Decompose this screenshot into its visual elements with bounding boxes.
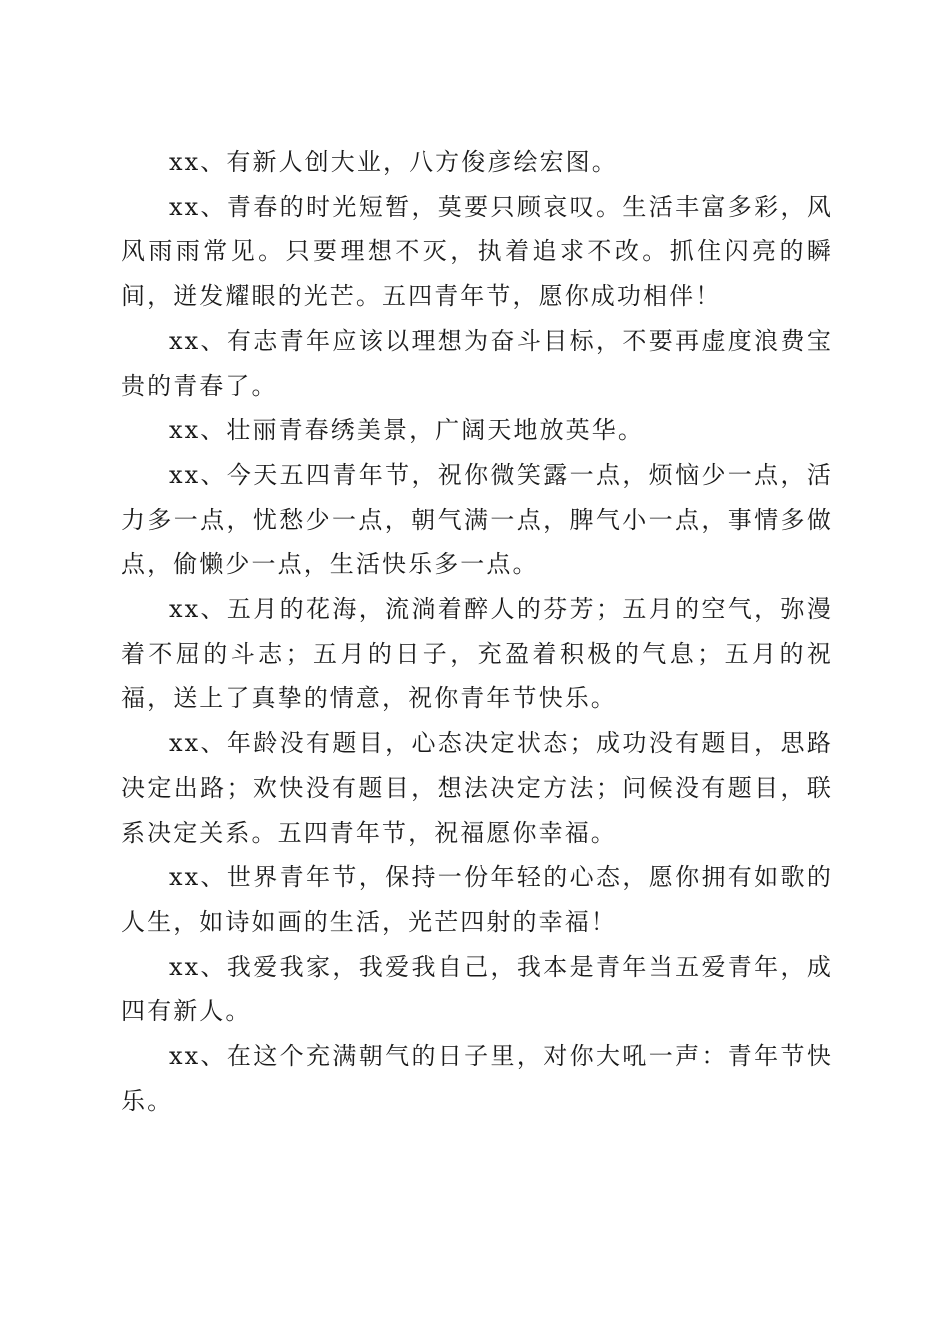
document-body [121, 140, 833, 1123]
paragraph-10: xx、在这个充满朝气的日子里，对你大吼一声：青年节快乐。 [121, 1042, 833, 1115]
paragraph-3: xx、有志青年应该以理想为奋斗目标，不要再虚度浪费宝贵的青春了。 [121, 326, 833, 400]
paragraph-5: xx、今天五四青年节，祝你微笑露一点，烦恼少一点，活力多一点，忧愁少一点，朝气满一点，脾气小一点，事情多做点，偷懒少一点，生活快乐多一点。 [121, 460, 833, 579]
paragraph-7: xx、年龄没有题目，心态决定状态；成功没有题目，思路决定出路；欢快没有题目，想法决定方法；问候没有题目，联系决定关系。五四青年节，祝福愿你幸福。 [121, 729, 833, 847]
paragraph-2: xx、青春的时光短暂，莫要只顾哀叹。生活丰富多彩，风风雨雨常见。只要理想不灭，执着追求不改。抓住闪亮的瞬间，迸发耀眼的光芒。五四青年节，愿你成功相伴！ [121, 192, 833, 311]
paragraph-8: xx、世界青年节，保持一份年轻的心态，愿你拥有如歌的人生，如诗如画的生活，光芒四射的幸福！ [121, 863, 833, 936]
paragraph-6: xx、五月的花海，流淌着醉人的芬芳；五月的空气，弥漫着不屈的斗志；五月的日子，充盈着积极的气息；五月的祝福，送上了真挚的情意，祝你青年节快乐。 [121, 595, 833, 713]
paragraph-9: xx、我爱我家，我爱我自己，我本是青年当五爱青年，成四有新人。 [121, 952, 833, 1026]
paragraph-4: xx、壮丽青春绣美景，广阔天地放英华。 [169, 416, 644, 445]
paragraph-1: xx、有新人创大业，八方俊彦绘宏图。 [169, 148, 618, 176]
